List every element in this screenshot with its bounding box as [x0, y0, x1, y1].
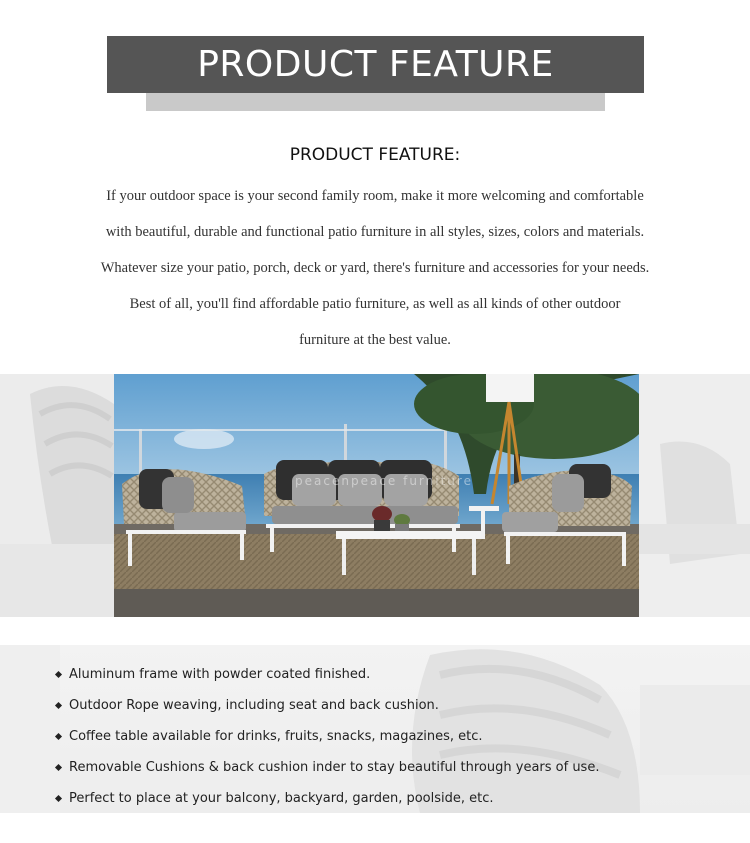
banner-title: PRODUCT FEATURE [197, 44, 554, 85]
features-band [0, 645, 750, 813]
banner-shadow-bar [146, 90, 605, 111]
intro-line: Best of all, you'll find affordable patio furniture, as well as all kinds of other outdoor [129, 296, 621, 312]
patio-sofa-set-photo [114, 374, 639, 617]
feature-text: Removable Cushions & back cushion inder to stay beautiful through years of use. [69, 760, 600, 775]
intro-line: Whatever size your patio, porch, deck or yard, there's furniture and accessories for your needs. [100, 260, 650, 276]
diamond-bullet-icon [55, 764, 62, 771]
diamond-bullet-icon [55, 702, 62, 709]
feature-text: Aluminum frame with powder coated finished. [69, 667, 371, 682]
list-item [54, 783, 599, 813]
intro-line: If your outdoor space is your second family room, make it more welcoming and comfortable [106, 188, 644, 204]
list-item [54, 721, 599, 752]
intro-paragraph [20, 178, 730, 358]
feature-text: Perfect to place at your balcony, backyard, garden, poolside, etc. [69, 791, 494, 806]
watermark-text: peacenpeace furniture [295, 474, 473, 488]
diamond-bullet-icon [55, 671, 62, 678]
list-item [54, 690, 599, 721]
photo-band [0, 374, 750, 617]
list-item [54, 659, 599, 690]
intro-line: with beautiful, durable and functional patio furniture in all styles, sizes, colors and materials. [105, 224, 645, 240]
list-item [54, 752, 599, 783]
feature-text: Coffee table available for drinks, fruits, snacks, magazines, etc. [69, 729, 483, 744]
diamond-bullet-icon [55, 795, 62, 802]
diamond-bullet-icon [55, 733, 62, 740]
feature-list [54, 659, 599, 813]
product-feature-banner [107, 36, 644, 93]
feature-text: Outdoor Rope weaving, including seat and back cushion. [69, 698, 439, 713]
intro-line: furniture at the best value. [299, 332, 451, 348]
feature-heading: PRODUCT FEATURE: [289, 145, 461, 165]
